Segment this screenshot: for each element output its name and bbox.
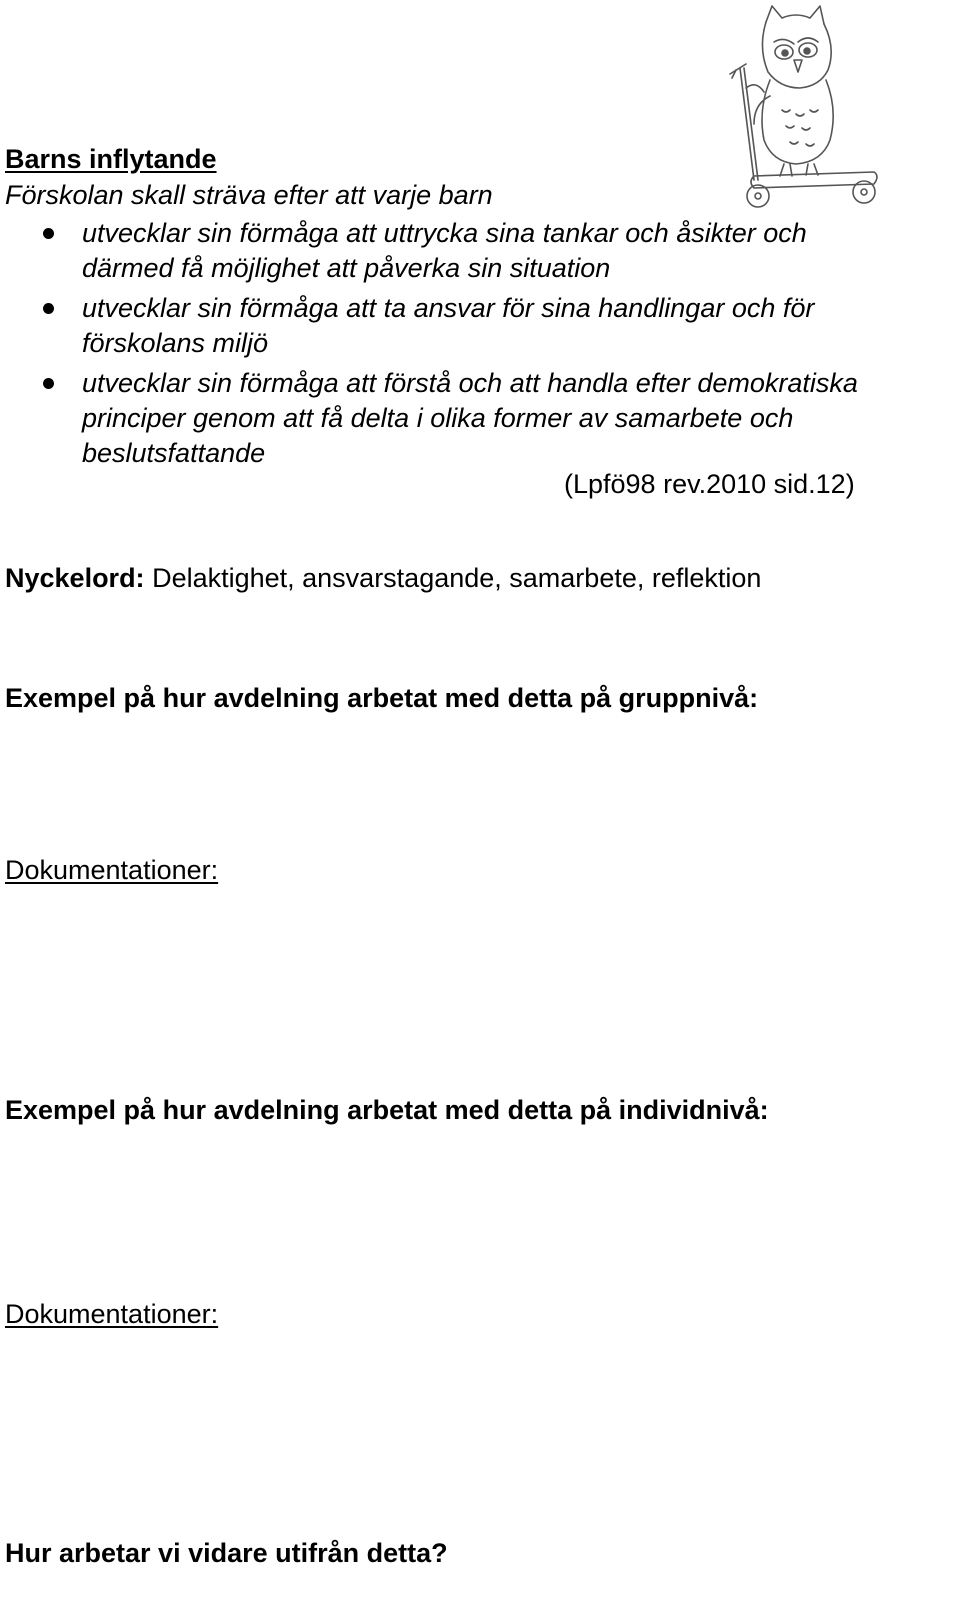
goal-line: principer genom att få delta i olika former av samarbete och (82, 403, 794, 433)
individual-example-heading: Exempel på hur avdelning arbetat med detta på individnivå: (5, 1095, 769, 1125)
individual-documentation-label: Dokumentationer: (5, 1299, 219, 1329)
goal-item (0, 216, 960, 286)
group-example-heading: Exempel på hur avdelning arbetat med detta på gruppnivå: (5, 683, 759, 713)
keywords (5, 563, 761, 594)
intro-text: Förskolan skall sträva efter att varje barn (5, 180, 493, 210)
bullet-icon (43, 378, 54, 389)
goal-item (0, 291, 960, 361)
group-documentation-label: Dokumentationer: (5, 855, 219, 885)
goal-line: förskolans miljö (82, 328, 269, 358)
goal-line: utvecklar sin förmåga att ta ansvar för sina handlingar och för (82, 293, 815, 323)
keywords-text: Delaktighet, ansvarstagande, samarbete, reflektion (144, 563, 762, 593)
goal-line: utvecklar sin förmåga att uttrycka sina tankar och åsikter och (82, 218, 807, 248)
citation: (Lpfö98 rev.2010 sid.12) (564, 469, 855, 499)
bullet-icon (43, 228, 54, 239)
goal-line: utvecklar sin förmåga att förstå och att handla efter demokratiska (82, 368, 858, 398)
goal-line: beslutsfattande (82, 438, 266, 468)
goal-line: därmed få möjlighet att påverka sin situation (82, 253, 611, 283)
owl-on-scooter-icon (724, 0, 884, 212)
bullet-icon (43, 303, 54, 314)
goals-list (0, 216, 960, 476)
section-title: Barns inflytande (5, 144, 217, 174)
keywords-label: Nyckelord: (5, 563, 145, 593)
next-steps-heading: Hur arbetar vi vidare utifrån detta? (5, 1538, 448, 1568)
goal-item (0, 366, 960, 471)
